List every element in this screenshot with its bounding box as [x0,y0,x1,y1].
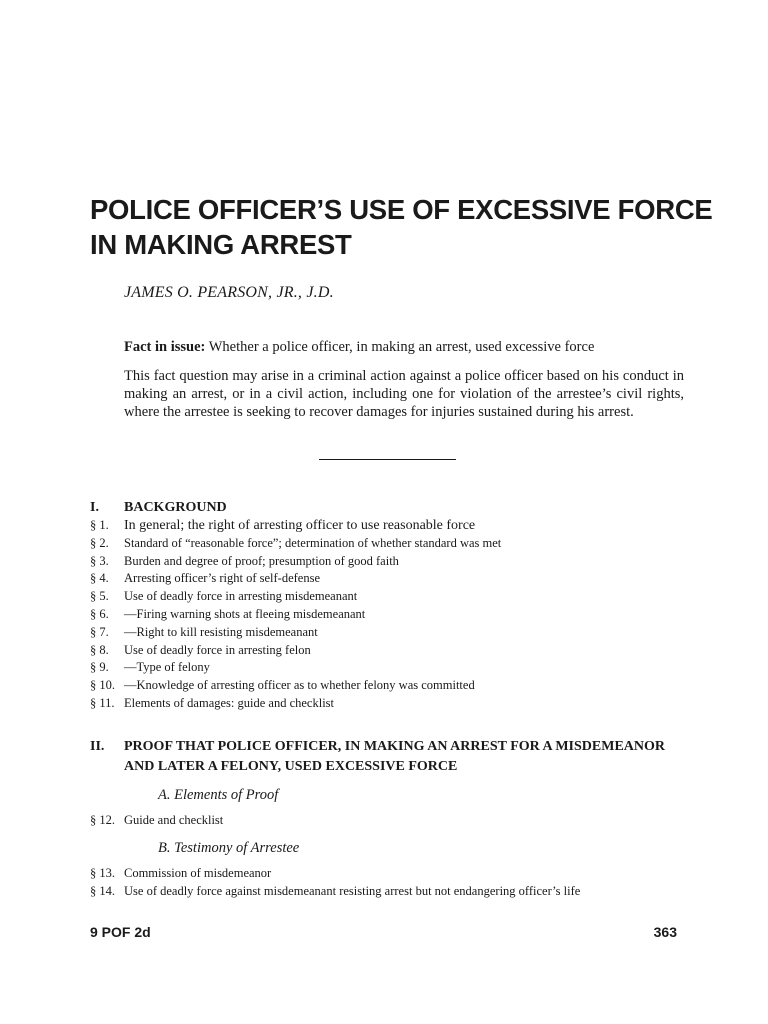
outline-item-number: § 5. [90,589,109,604]
outline-item [90,865,710,883]
outline-item [90,517,710,535]
chapter-title-line-1: POLICE OFFICER’S USE OF EXCESSIVE FORCE [90,194,713,225]
author-name: JAMES O. PEARSON, JR., J.D. [124,284,334,301]
outline-item [90,642,710,660]
outline-item [90,535,710,553]
outline-item [90,553,710,571]
intro-paragraph: This fact question may arise in a criminal action against a police officer based on his conduct in making an arrest, or in a civil action, including one for violation of the arrestee’s civil rights, where the arrestee is seeking to recover damages for injuries sustained during his arrest. [124,368,684,420]
section-2-heading [90,737,710,777]
outline-item-number: § 4. [90,571,109,586]
outline-item [90,677,710,695]
outline-item [90,883,710,901]
outline-item-number: § 1. [90,518,109,532]
outline-item [90,695,710,713]
fact-in-issue [124,338,684,356]
outline-item [90,659,710,677]
outline-item-number: § 6. [90,606,109,621]
outline-item-number: § 8. [90,642,109,657]
outline-item-number: § 10. [90,678,115,693]
subsection-b-outline [90,865,710,901]
section-1-title: BACKGROUND [124,500,227,515]
outline-item-text: Standard of “reasonable force”; determination of whether standard was met [124,535,502,550]
chapter-title [90,192,730,262]
outline-item-number: § 12. [90,813,115,827]
section-1-numeral: I. [90,500,99,515]
outline-item-number: § 9. [90,660,109,675]
subsection-a-outline [90,812,710,830]
outline-item-text: Burden and degree of proof; presumption of good faith [124,553,399,568]
page-number: 363 [653,924,677,940]
outline-item [90,812,710,830]
outline-item-text: In general; the right of arresting officer to use reasonable force [124,518,476,533]
outline-item-text: Use of deadly force in arresting misdemeanant [124,589,358,604]
outline-item-number: § 11. [90,695,115,710]
outline-item [90,624,710,642]
outline-item-number: § 3. [90,553,109,568]
outline-item [90,588,710,606]
chapter-title-line-2: IN MAKING ARREST [90,229,352,260]
outline-item-text: Elements of damages: guide and checklist [124,695,335,710]
subsection-a-heading: A. Elements of Proof [158,787,279,803]
section-2-title [124,737,710,777]
outline-item-text: —Firing warning shots at fleeing misdemeanant [124,606,366,621]
outline-item-text: Arresting officer’s right of self-defense [124,571,320,586]
section-1-outline [90,517,710,713]
outline-item-text: Guide and checklist [124,813,224,827]
outline-item-text: —Knowledge of arresting officer as to whether felony was committed [124,678,475,693]
outline-item [90,570,710,588]
outline-item-number: § 7. [90,624,109,639]
fact-in-issue-label: Fact in issue: [124,339,206,355]
section-2-numeral: II. [90,739,105,754]
section-2-title-line-1: PROOF THAT POLICE OFFICER, IN MAKING AN ARREST FOR A MISDEMEANOR [124,739,666,754]
subsection-b-heading: B. Testimony of Arrestee [158,840,300,856]
outline-item [90,606,710,624]
outline-item-text: —Right to kill resisting misdemeanant [124,624,318,639]
outline-item-text: Use of deadly force in arresting felon [124,642,311,657]
outline-item-number: § 14. [90,883,115,898]
outline-item-text: Commission of misdemeanor [124,866,272,880]
outline-item-number: § 13. [90,866,115,880]
section-2-title-line-2: AND LATER A FELONY, USED EXCESSIVE FORCE [124,759,458,774]
outline-item-number: § 2. [90,535,109,550]
fact-in-issue-text: Whether a police officer, in making an arrest, used excessive force [208,339,595,355]
outline-item-text: —Type of felony [124,660,210,675]
section-divider [319,459,456,460]
outline-item-text: Use of deadly force against misdemeanant resisting arrest but not endangering officer’s life [124,883,581,898]
footer-volume: 9 POF 2d [90,924,151,940]
